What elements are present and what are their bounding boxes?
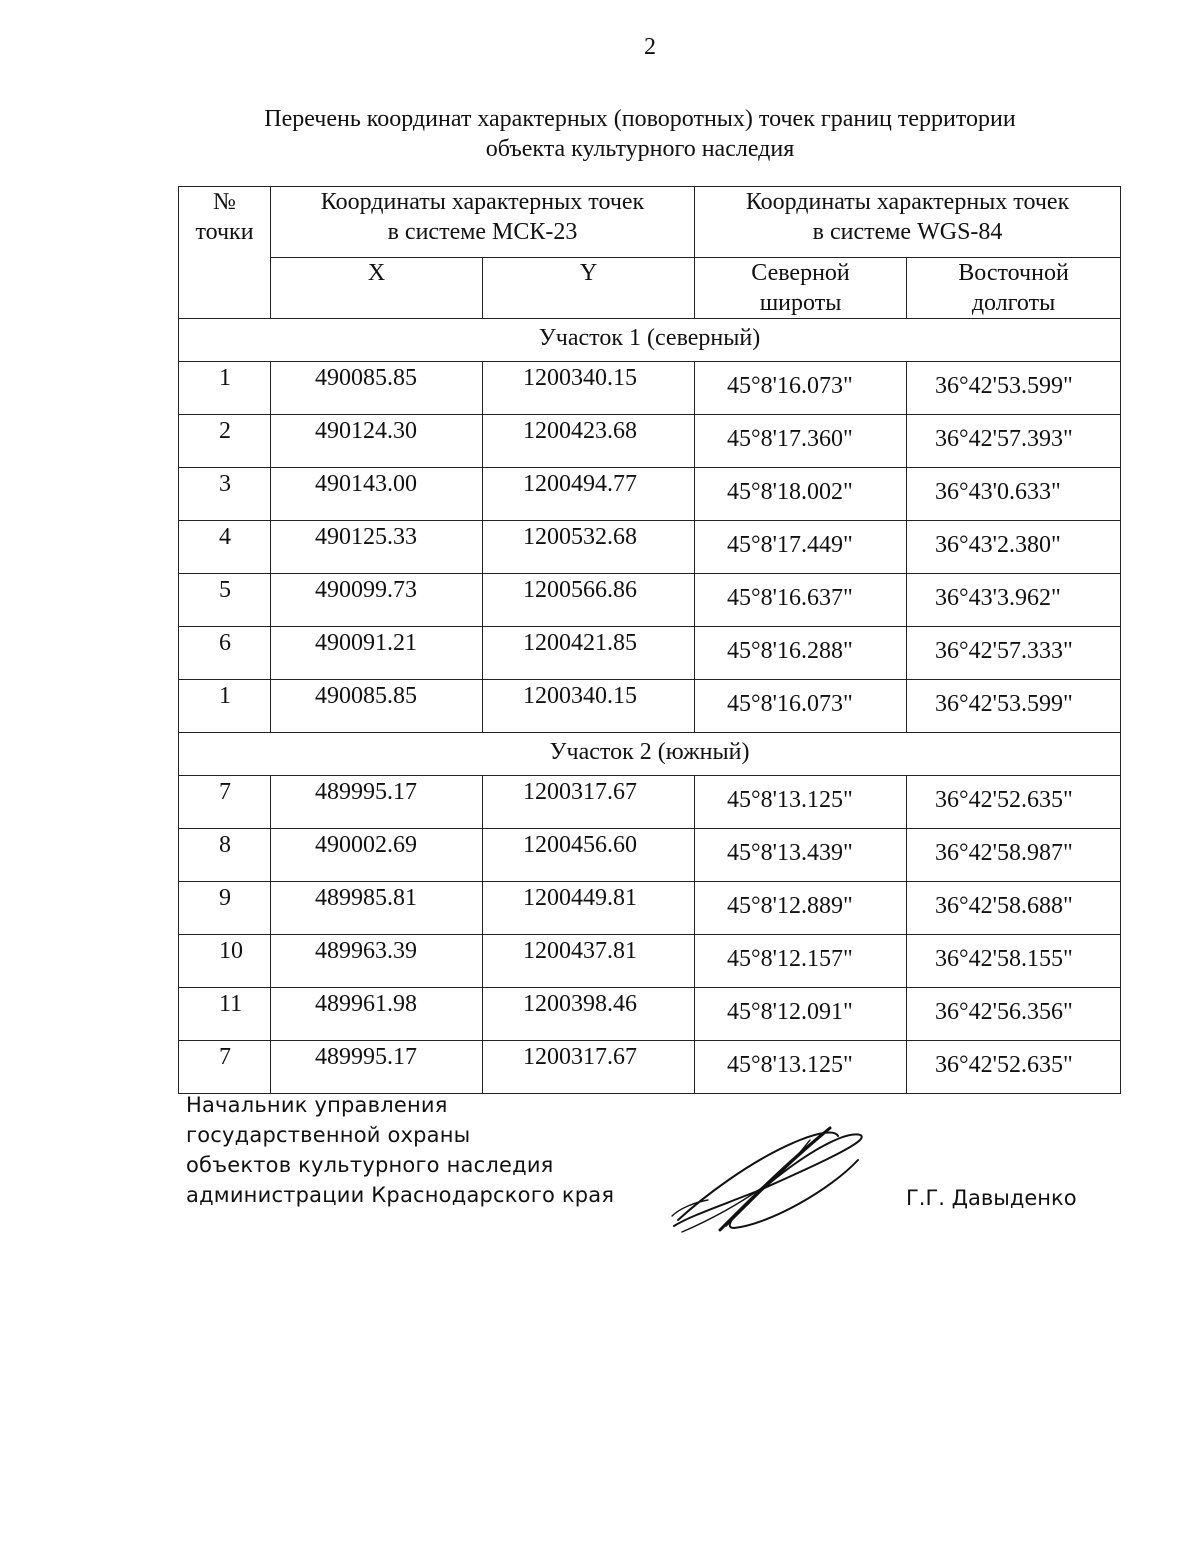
cell-point-number: 8 <box>179 829 271 882</box>
section-row <box>179 319 1121 362</box>
cell-y: 1200456.60 <box>483 829 695 882</box>
header-longitude-line-2: долготы <box>971 290 1056 316</box>
table-row <box>179 521 1121 574</box>
cell-latitude: 45°8'12.157" <box>695 935 907 988</box>
handwritten-signature <box>660 1120 880 1240</box>
cell-x: 490143.00 <box>271 468 483 521</box>
cell-latitude: 45°8'13.439" <box>695 829 907 882</box>
cell-y: 1200317.67 <box>483 1041 695 1094</box>
cell-latitude: 45°8'16.288" <box>695 627 907 680</box>
cell-longitude: 36°42'58.987" <box>907 829 1121 882</box>
cell-longitude: 36°42'53.599" <box>907 680 1121 733</box>
cell-latitude: 45°8'17.360" <box>695 415 907 468</box>
table-row <box>179 362 1121 415</box>
table-row <box>179 988 1121 1041</box>
coordinates-table <box>178 186 1121 1094</box>
header-point-number <box>179 187 271 319</box>
cell-x: 490085.85 <box>271 362 483 415</box>
table-row <box>179 574 1121 627</box>
cell-longitude: 36°42'52.635" <box>907 776 1121 829</box>
cell-latitude: 45°8'12.091" <box>695 988 907 1041</box>
header-y: Y <box>483 258 695 319</box>
cell-longitude: 36°43'2.380" <box>907 521 1121 574</box>
table-row <box>179 882 1121 935</box>
cell-x: 490091.21 <box>271 627 483 680</box>
cell-y: 1200340.15 <box>483 680 695 733</box>
cell-latitude: 45°8'12.889" <box>695 882 907 935</box>
cell-x: 489961.98 <box>271 988 483 1041</box>
header-x: X <box>271 258 483 319</box>
signatory-line-4: администрации Краснодарского края <box>186 1183 615 1207</box>
header-msk23 <box>271 187 695 258</box>
cell-latitude: 45°8'16.637" <box>695 574 907 627</box>
cell-point-number: 7 <box>179 776 271 829</box>
header-latitude-line-2: широты <box>759 290 842 316</box>
cell-longitude: 36°42'58.688" <box>907 882 1121 935</box>
table-row <box>179 680 1121 733</box>
header-longitude-line-1: Восточной <box>958 260 1069 286</box>
header-msk23-line-1: Координаты характерных точек <box>320 189 645 215</box>
cell-y: 1200532.68 <box>483 521 695 574</box>
cell-point-number: 7 <box>179 1041 271 1094</box>
header-msk23-line-2: в системе МСК-23 <box>387 219 578 245</box>
cell-y: 1200494.77 <box>483 468 695 521</box>
cell-latitude: 45°8'16.073" <box>695 680 907 733</box>
cell-point-number: 2 <box>179 415 271 468</box>
cell-longitude: 36°42'53.599" <box>907 362 1121 415</box>
cell-longitude: 36°42'57.393" <box>907 415 1121 468</box>
section-title: Участок 2 (южный) <box>179 733 1121 776</box>
cell-x: 489985.81 <box>271 882 483 935</box>
cell-longitude: 36°42'57.333" <box>907 627 1121 680</box>
cell-point-number: 5 <box>179 574 271 627</box>
header-point-number-line-2: точки <box>195 219 254 245</box>
cell-point-number: 6 <box>179 627 271 680</box>
header-wgs84-line-1: Координаты характерных точек <box>745 189 1070 215</box>
document-title-line-1: Перечень координат характерных (поворотных) точек границ территории <box>264 106 1016 132</box>
cell-y: 1200449.81 <box>483 882 695 935</box>
cell-latitude: 45°8'13.125" <box>695 1041 907 1094</box>
cell-x: 490124.30 <box>271 415 483 468</box>
signatory-line-3: объектов культурного наследия <box>186 1153 554 1177</box>
section-title: Участок 1 (северный) <box>179 319 1121 362</box>
cell-point-number: 1 <box>179 362 271 415</box>
cell-y: 1200423.68 <box>483 415 695 468</box>
cell-y: 1200317.67 <box>483 776 695 829</box>
signatory-line-2: государственной охраны <box>186 1123 471 1147</box>
signatory-line-1: Начальник управления <box>186 1093 448 1117</box>
signatory-position <box>186 1090 614 1210</box>
cell-point-number: 1 <box>179 680 271 733</box>
table-row <box>179 935 1121 988</box>
table-row <box>179 829 1121 882</box>
cell-longitude: 36°42'56.356" <box>907 988 1121 1041</box>
table-row <box>179 468 1121 521</box>
cell-x: 489995.17 <box>271 776 483 829</box>
cell-y: 1200398.46 <box>483 988 695 1041</box>
signer-name: Г.Г. Давыденко <box>906 1186 1077 1210</box>
header-wgs84-line-2: в системе WGS-84 <box>812 219 1003 245</box>
header-latitude <box>695 258 907 319</box>
cell-y: 1200437.81 <box>483 935 695 988</box>
section-row <box>179 733 1121 776</box>
header-latitude-line-1: Северной <box>751 260 850 286</box>
cell-x: 489963.39 <box>271 935 483 988</box>
cell-y: 1200566.86 <box>483 574 695 627</box>
header-point-number-line-1: № <box>213 189 236 215</box>
header-wgs84 <box>695 187 1121 258</box>
cell-point-number: 10 <box>179 935 271 988</box>
cell-y: 1200340.15 <box>483 362 695 415</box>
table-row <box>179 776 1121 829</box>
header-longitude <box>907 258 1121 319</box>
cell-longitude: 36°42'58.155" <box>907 935 1121 988</box>
document-title-line-2: объекта культурного наследия <box>485 136 795 162</box>
cell-x: 490002.69 <box>271 829 483 882</box>
cell-latitude: 45°8'16.073" <box>695 362 907 415</box>
cell-point-number: 9 <box>179 882 271 935</box>
cell-longitude: 36°43'3.962" <box>907 574 1121 627</box>
cell-latitude: 45°8'18.002" <box>695 468 907 521</box>
cell-point-number: 4 <box>179 521 271 574</box>
cell-point-number: 11 <box>179 988 271 1041</box>
cell-latitude: 45°8'13.125" <box>695 776 907 829</box>
cell-y: 1200421.85 <box>483 627 695 680</box>
cell-x: 490125.33 <box>271 521 483 574</box>
cell-latitude: 45°8'17.449" <box>695 521 907 574</box>
table-row <box>179 627 1121 680</box>
table-row <box>179 1041 1121 1094</box>
cell-x: 490085.85 <box>271 680 483 733</box>
document-title <box>140 104 1140 164</box>
cell-x: 490099.73 <box>271 574 483 627</box>
cell-point-number: 3 <box>179 468 271 521</box>
cell-longitude: 36°42'52.635" <box>907 1041 1121 1094</box>
cell-longitude: 36°43'0.633" <box>907 468 1121 521</box>
cell-x: 489995.17 <box>271 1041 483 1094</box>
page-number: 2 <box>644 34 656 60</box>
table-row <box>179 415 1121 468</box>
